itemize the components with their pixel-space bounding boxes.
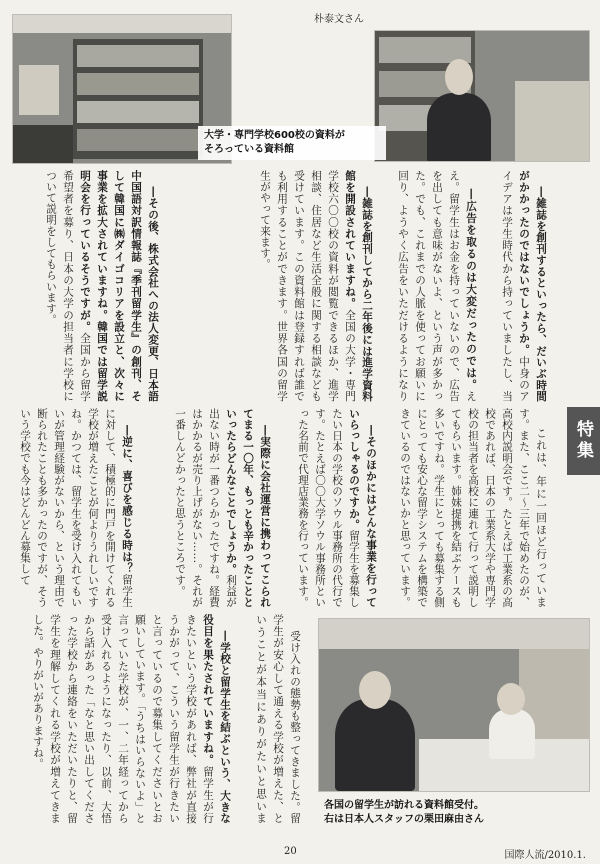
article-column-2 [392, 170, 496, 402]
question-1: ―雑誌を創刊するといったら、だいぶ時間がかかったのではないでしょうか。 [518, 170, 547, 402]
question-10: ―学校と留学生を結ぶという、大きな役目を果たされていますね。 [202, 614, 231, 824]
bottom-photo-caption [318, 796, 592, 830]
article-column-3 [178, 170, 392, 402]
article-column-5 [396, 408, 566, 608]
answer-6: 留学生を募集したい日本の学校のソウル事務所の代行です。たとえば〇〇大学ソウル事務所といった名前で代理店業務を行っています。 [297, 408, 360, 608]
feature-section-tab: 特集 [567, 407, 600, 475]
question-4: ―その後、株式会社への法人変更、日本語中国語対訳情報誌『季刊留学生』の創刊、そして韓国に㈱ダイゴコリアを設立と、次々に事業を拡大されていますね。韓国では留学説明会を行っているそうですが。 [79, 170, 159, 402]
reception-photo [318, 618, 590, 792]
question-2: ―広告を取るのは大変だったのでは。 [465, 188, 477, 391]
page-number: 20 [284, 846, 297, 857]
bottom-caption-line-2: 右は日本人スタッフの栗田麻由さん [324, 814, 484, 825]
top-photo-caption [198, 126, 386, 160]
article-column-6 [290, 408, 396, 608]
answer-1: 中身のアイデアは学生時代から持っていましたし、当 [501, 170, 530, 402]
article-column-1 [496, 170, 566, 402]
top-caption-line-2: そろっている資料館 [204, 144, 294, 155]
answer-2: ええ。留学生はお金を持っていないので、広告を出しても意味がないよ、という声が多かった。でも、これまでの人脈を使ってお願いに回り、ようやく広告をいただけるようになり [397, 170, 477, 402]
article-column-9 [250, 614, 320, 824]
question-8: ―逆に、喜びを感じる時は？ [121, 424, 133, 574]
top-caption-line-1: 大学・専門学校600校の資料が [204, 130, 345, 141]
question-3: ―雑誌を創刊してから二年後には進学資料館を開設されていますね。 [344, 170, 373, 402]
answer-5: これは、年に一回ほど行っています。また、ここ二～三年で始めたのが、高校内説明会です。たとえば工業系の高校であれば、日本の工業系大学や専門学校の担当者を高校に連れて行って説明してもらいます。姉妹提携を結ぶケースも多いですね。学生にとっても募集する側にとっても安心な留学システムを構築できているのではないかと思っています。 [399, 408, 547, 608]
article-column-10 [10, 614, 250, 824]
bottom-caption-line-1: 各国の留学生が訪れる資料館受付。 [324, 800, 484, 811]
answer-4: 全国から留学希望者を募り、日本の大学の担当者に学校について説明をしてもらいます。 [45, 170, 91, 402]
answer-8: 留学生に対して、積極的に門戸を開けてくれる学校が増えたことが何よりうれしいですね。かつては、留学生を受け入れてもいいが管理経験がないから、という理由で断られたことも多かったのですが、そういう学校でも今はどんどん募集して [19, 408, 133, 608]
article-column-7 [152, 408, 290, 608]
magazine-issue: 国際人流/2010.1. [504, 850, 586, 861]
person-photo [374, 30, 590, 162]
person-name-label: 朴泰文さん [311, 10, 367, 25]
answer-7: 利益が出ない時が一番つらかったですね。経費はかかるが売り上げがない……。それが一番しんどかったと思うところです。 [174, 408, 237, 608]
article-column-8 [10, 408, 152, 608]
question-6: ―そのほかにはどんな事業を行っていらっしゃるのですか。 [348, 408, 377, 608]
article-column-4 [10, 170, 178, 402]
answer-9: 受け入れの態勢も整ってきました。留学生が安心して通える学校が増えた、ということが本当にありがたいと思いま [255, 614, 301, 824]
question-7: ―実際に会社運営に携わってこられてまる一〇年、もっとも辛かったことといったらどんなことでしょうか。 [225, 408, 271, 608]
answer-10: 留学生が行きたいという学校があれば、弊社が直接うかがって、こういう留学生が行きたいと言っているので募集してくださいとお願いしています。「うちはいらないよ」と言っていた学校が、一、二年経ってから受け入れるようになったり、以前、大悟から話があった「なと思い出してくださった学校から連絡をいただいたりと、留学生を理解してくれる学校が増えてきました。やりがいがありますね。 [32, 614, 214, 824]
answer-3: 全国の大学・専門学校六〇〇校の資料が閲覧できるほか、進学相談、住居など生活全般に関する相談なども受けています。この資料館は登録すれば誰でも利用することができます。世界各国の留学生がやって来ます。 [259, 170, 356, 402]
